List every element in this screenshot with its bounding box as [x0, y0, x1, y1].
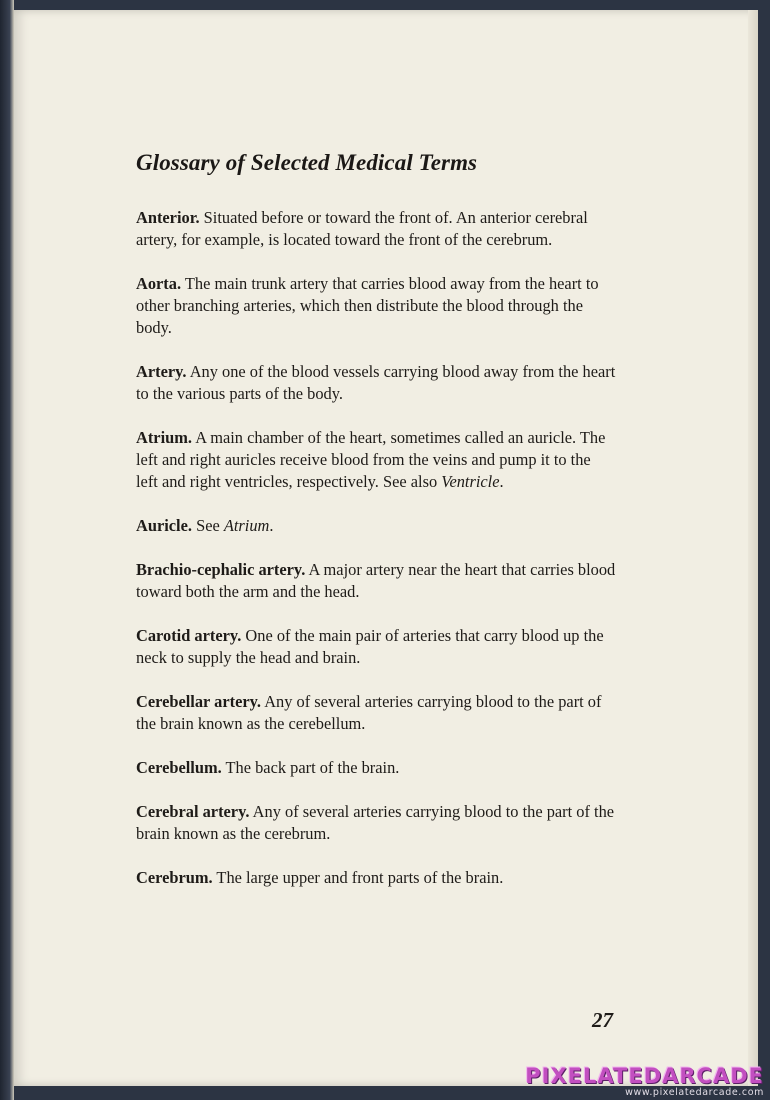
page-edge: [748, 10, 758, 1086]
entry-definition: See: [191, 516, 224, 535]
watermark-url: www.pixelatedarcade.com: [625, 1087, 764, 1098]
entry-term: Anterior.: [136, 208, 200, 227]
entry-definition: Any one of the blood vessels carrying blood away from the heart to the various parts of the body.: [136, 362, 616, 403]
entry-definition: One of the main pair of arteries that carry blood up the neck to supply the head and brain.: [136, 626, 604, 667]
entry-term: Carotid artery.: [136, 626, 242, 645]
entry-term: Atrium.: [136, 428, 192, 447]
glossary-entry-brachio-cephalic-artery: [136, 559, 616, 603]
glossary-entry-auricle: [136, 515, 616, 537]
booklet-page: [14, 10, 758, 1086]
entry-punctuation: .: [269, 516, 274, 535]
entry-definition: The large upper and front parts of the brain.: [212, 868, 504, 887]
glossary-entry-atrium: [136, 427, 616, 493]
entry-term: Auricle.: [136, 516, 192, 535]
site-watermark: [525, 1065, 764, 1098]
glossary-entry-artery: [136, 361, 616, 405]
entry-term: Cerebellar artery.: [136, 692, 262, 711]
adjacent-page-edge: [0, 0, 14, 1100]
glossary-entry-cerebellar-artery: [136, 691, 616, 735]
entry-term: Brachio-cephalic artery.: [136, 560, 306, 579]
entry-term: Aorta.: [136, 274, 182, 293]
glossary-content: [136, 150, 616, 911]
entry-definition: A main chamber of the heart, sometimes called an auricle. The left and right auricles receive blood from the veins and pump it to the left and right ventricles, respectively. See also: [136, 428, 606, 491]
glossary-entry-cerebrum: [136, 867, 616, 889]
entry-definition: Any of several arteries carrying blood to the part of the brain known as the cerebrum.: [136, 802, 615, 843]
watermark-logo: PIXELATEDARCADE: [525, 1064, 764, 1088]
glossary-entry-cerebral-artery: [136, 801, 616, 845]
entry-cross-reference: Ventricle: [441, 472, 500, 491]
entry-term: Cerebrum.: [136, 868, 213, 887]
glossary-entry-anterior: [136, 207, 616, 251]
entry-term: Cerebral artery.: [136, 802, 250, 821]
page-title: Glossary of Selected Medical Terms: [136, 150, 478, 175]
entry-cross-reference: Atrium: [223, 516, 270, 535]
glossary-entry-cerebellum: [136, 757, 616, 779]
page-number: 27: [592, 1008, 613, 1032]
entry-definition: The main trunk artery that carries blood away from the heart to other branching arteries, which then distribute the blood through the body.: [136, 274, 599, 337]
entry-term: Cerebellum.: [136, 758, 222, 777]
entry-definition: Any of several arteries carrying blood to the part of the brain known as the cerebellum.: [136, 692, 602, 733]
glossary-entry-aorta: [136, 273, 616, 339]
glossary-entry-carotid-artery: [136, 625, 616, 669]
entry-definition: The back part of the brain.: [221, 758, 400, 777]
entry-term: Artery.: [136, 362, 187, 381]
entry-definition: A major artery near the heart that carries blood toward both the arm and the head.: [136, 560, 616, 601]
entry-definition: Situated before or toward the front of. An anterior cerebral artery, for example, is located toward the front of the cerebrum.: [136, 208, 588, 249]
entry-punctuation: .: [499, 472, 504, 491]
